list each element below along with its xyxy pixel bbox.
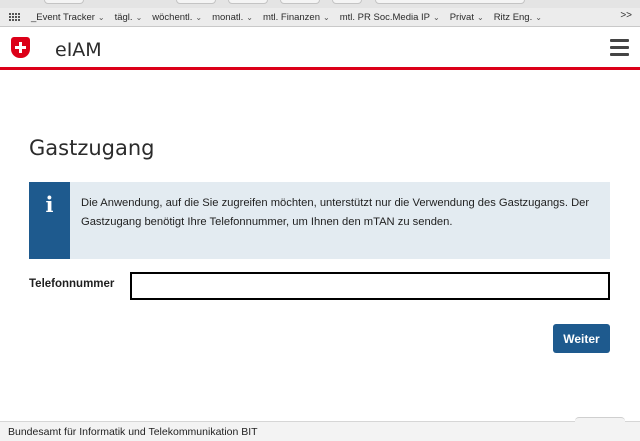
bookmark-label: Privat <box>449 11 474 23</box>
bookmark-label: mtl. Finanzen <box>262 11 320 23</box>
chevron-down-icon: ⌄ <box>323 12 330 22</box>
phone-label: Telefonnummer <box>29 278 115 290</box>
chevron-down-icon: ⌄ <box>135 12 143 22</box>
bookmark-label: tägl. <box>114 11 133 23</box>
chevron-down-icon: ⌄ <box>195 12 203 22</box>
chevron-down-icon: ⌄ <box>535 12 542 22</box>
app-title: eIAM <box>55 39 102 61</box>
footer <box>0 421 640 441</box>
toolbar-button[interactable] <box>228 0 268 4</box>
bookmark-label: _Event Tracker <box>31 11 95 23</box>
chevron-down-icon: ⌄ <box>432 12 440 22</box>
next-button[interactable]: Weiter <box>553 324 610 353</box>
toolbar-button[interactable] <box>280 0 320 4</box>
page-title: Gastzugang <box>29 136 155 160</box>
bookmark-folder[interactable] <box>263 12 330 23</box>
info-icon-bar <box>29 182 70 259</box>
bookmark-folder[interactable] <box>31 12 105 23</box>
footer-text: Bundesamt für Informatik und Telekommunikation BIT <box>8 426 258 438</box>
browser-toolbar <box>0 0 640 8</box>
bookmark-folder[interactable] <box>212 12 253 23</box>
apps-grid-icon[interactable] <box>9 13 21 22</box>
bookmark-folder[interactable] <box>115 12 143 23</box>
info-message <box>29 182 610 259</box>
bookmark-label: monatl. <box>212 11 244 23</box>
info-icon: i <box>45 192 54 217</box>
bookmarks-overflow-button[interactable]: >> <box>620 10 632 21</box>
address-bar[interactable] <box>375 0 525 4</box>
app-header <box>0 28 640 70</box>
bookmark-label: wöchentl. <box>152 11 193 23</box>
toolbar-button[interactable] <box>176 0 216 4</box>
bookmark-folder[interactable] <box>152 12 202 23</box>
bookmark-label: Ritz Eng. <box>493 11 533 23</box>
chevron-down-icon: ⌄ <box>246 12 253 22</box>
bookmark-label: mtl. PR Soc.Media IP <box>339 11 430 23</box>
back-to-top-tab[interactable] <box>575 417 625 423</box>
info-text: Die Anwendung, auf die Sie zugreifen möchten, unterstützt nur die Verwendung des Gastzugangs. Der Gastzugang benötigt Ihre Telefonnummer, um Ihnen den mTAN zu senden. <box>81 197 590 228</box>
toolbar-button[interactable] <box>44 0 84 4</box>
bookmark-folder[interactable] <box>494 12 542 23</box>
chevron-down-icon: ⌄ <box>476 12 484 22</box>
bookmarks-bar <box>0 8 640 27</box>
toolbar-button[interactable] <box>332 0 362 4</box>
swiss-cross-icon <box>11 37 30 58</box>
bookmark-folder[interactable] <box>450 12 484 23</box>
hamburger-menu-icon[interactable] <box>610 39 629 56</box>
chevron-down-icon: ⌄ <box>97 12 105 22</box>
bookmark-folder[interactable] <box>340 12 440 23</box>
phone-input[interactable] <box>130 272 610 300</box>
